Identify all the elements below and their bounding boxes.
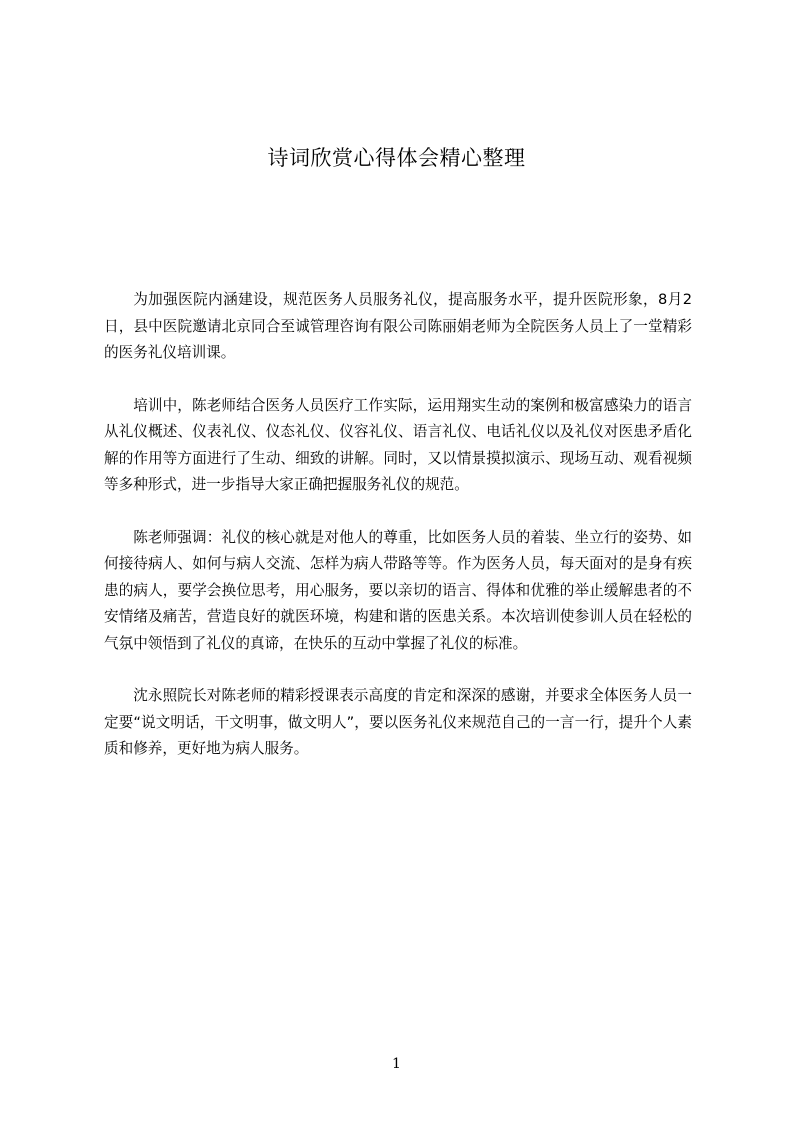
document-title: 诗词欣赏心得体会精心整理 (267, 146, 526, 170)
paragraph-2: 培训中，陈老师结合医务人员医疗工作实际，运用翔实生动的案例和极富感染力的语言从礼仪概述、仪表礼仪、仪态礼仪、仪容礼仪、语言礼仪、电话礼仪以及礼仪对医患矛盾化解的作用等方面进行了生动、细致的讲解。同时，又以情景摸拟演示、现场互动、观看视频等多种形式，进一步指导大家正确把握服务礼仪的规范。 (104, 396, 692, 493)
paragraph-4: 沈永照院长对陈老师的精彩授课表示高度的肯定和深深的感谢，并要求全体医务人员一定要“说文明话，干文明事，做文明人”，要以医务礼仪来规范自己的一言一行，提升个人素质和修养，更好地为病人服务。 (104, 687, 692, 757)
document-body (104, 287, 692, 789)
paragraph-1: 为加强医院内涵建设，规范医务人员服务礼仪，提高服务水平，提升医院形象，8月2日，县中医院邀请北京同合至诚管理咨询有限公司陈丽娟老师为全院医务人员上了一堂精彩的医务礼仪培训课。 (104, 291, 692, 361)
page-number: 1 (392, 1056, 401, 1072)
paragraph-3: 陈老师强调：礼仪的核心就是对他人的尊重，比如医务人员的着装、坐立行的姿势、如何接待病人、如何与病人交流、怎样为病人带路等等。作为医务人员，每天面对的是身有疾患的病人，要学会换位思考，用心服务，要以亲切的语言、得体和优雅的举止缓解患者的不安情绪及痛苦，营造良好的就医环境，构建和谐的医患关系。本次培训使参训人员在轻松的气氛中领悟到了礼仪的真谛，在快乐的互动中掌握了礼仪的标准。 (104, 528, 692, 652)
